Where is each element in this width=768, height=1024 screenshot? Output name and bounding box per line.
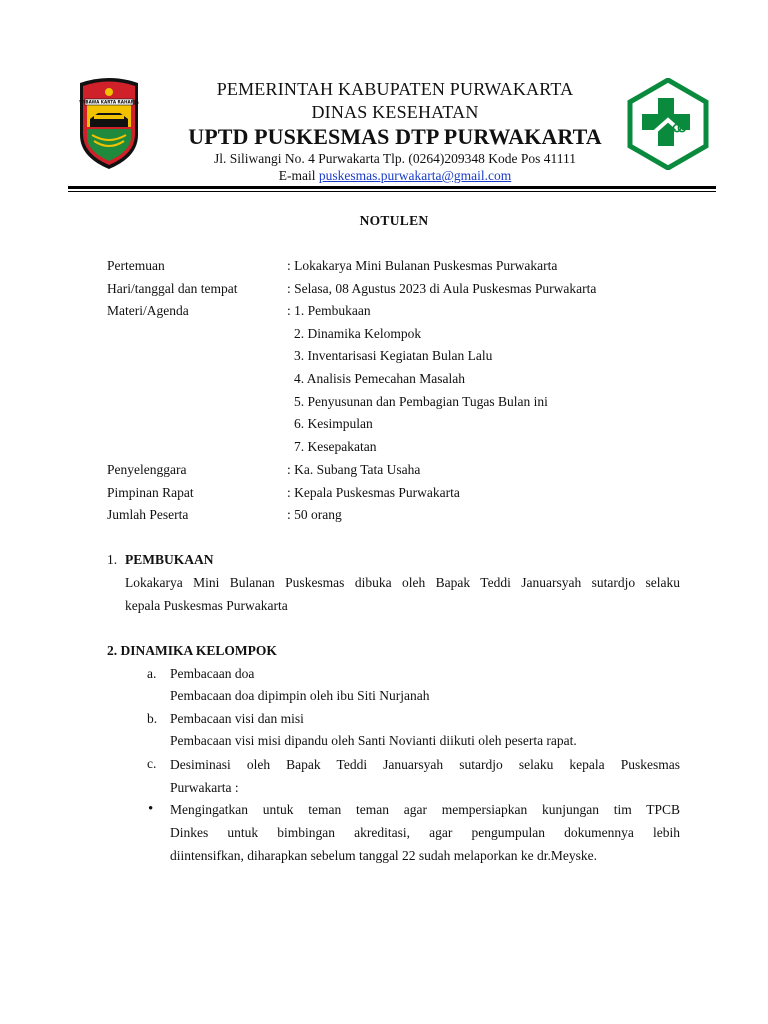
agenda-item: 7. Kesepakatan bbox=[294, 439, 377, 454]
document-title: NOTULEN bbox=[359, 213, 429, 228]
info-value-meeting: : Lokakarya Mini Bulanan Puskesmas Purwakarta bbox=[287, 258, 558, 273]
section-1-line: kepala Puskesmas Purwakarta bbox=[125, 598, 288, 613]
section-1-heading: PEMBUKAAN bbox=[125, 552, 214, 567]
header-address: Jl. Siliwangi No. 4 Purwakarta Tlp. (0264)209348 Kode Pos 41111 bbox=[214, 151, 576, 166]
info-label-agenda: Materi/Agenda bbox=[107, 303, 189, 318]
item-c-paragraph bbox=[170, 753, 680, 799]
header-institution: UPTD PUSKESMAS DTP PURWAKARTA bbox=[188, 124, 602, 149]
item-c-line: Purwakarta : bbox=[170, 780, 239, 795]
bullet-line: Mengingatkan untuk teman teman agar mempersiapkan kunjungan tim TPCB bbox=[170, 802, 680, 817]
section-1-paragraph bbox=[125, 571, 680, 617]
agenda-item: 3. Inventarisasi Kegiatan Bulan Lalu bbox=[294, 348, 493, 363]
info-label-participants: Jumlah Peserta bbox=[107, 507, 189, 522]
header-rule-thin bbox=[68, 191, 716, 192]
info-value-agenda-first: : 1. Pembukaan bbox=[287, 303, 371, 318]
bullet-icon: • bbox=[148, 801, 154, 817]
agenda-item: 2. Dinamika Kelompok bbox=[294, 326, 422, 341]
email-label: E-mail bbox=[278, 168, 316, 183]
section-2-heading: 2. DINAMIKA KELOMPOK bbox=[107, 643, 277, 658]
info-label-organizer: Penyelenggara bbox=[107, 462, 187, 477]
list-marker: c. bbox=[147, 756, 157, 771]
agenda-item: 4. Analisis Pemecahan Masalah bbox=[294, 371, 465, 386]
purwakarta-crest-icon bbox=[76, 75, 142, 171]
list-marker: b. bbox=[147, 711, 158, 726]
info-label-meeting: Pertemuan bbox=[107, 258, 165, 273]
section-1-number: 1. bbox=[107, 552, 118, 567]
puskesmas-logo-icon bbox=[622, 78, 714, 170]
info-label-chair: Pimpinan Rapat bbox=[107, 485, 194, 500]
list-marker: a. bbox=[147, 666, 157, 681]
bullet-line: diintensifkan, diharapkan sebelum tanggal 22 sudah melaporkan ke dr.Meyske. bbox=[170, 848, 598, 863]
agenda-item: 6. Kesimpulan bbox=[294, 416, 373, 431]
header-government: PEMERINTAH KABUPATEN PURWAKARTA bbox=[216, 79, 574, 99]
header-email-line bbox=[160, 168, 630, 184]
header-rule-thick bbox=[68, 186, 716, 189]
item-c-line: Desiminasi oleh Bapak Teddi Januarsyah sutardjo selaku kepala Puskesmas bbox=[170, 757, 680, 772]
info-value-date-place: : Selasa, 08 Agustus 2023 di Aula Puskesmas Purwakarta bbox=[287, 281, 597, 296]
crest-motto: WIBAWA KARTA RAHARJA bbox=[79, 99, 139, 105]
info-value-chair: : Kepala Puskesmas Purwakarta bbox=[287, 485, 460, 500]
email-link[interactable]: puskesmas.purwakarta@gmail.com bbox=[318, 168, 512, 183]
header-department: DINAS KESEHATAN bbox=[311, 102, 479, 122]
item-a-title: Pembacaan doa bbox=[170, 666, 255, 681]
item-b-detail: Pembacaan visi misi dipandu oleh Santi Novianti diikuti oleh peserta rapat. bbox=[170, 733, 577, 748]
bullet-paragraph bbox=[170, 798, 680, 867]
section-1-line: Lokakarya Mini Bulanan Puskesmas dibuka oleh Bapak Teddi Januarsyah sutardjo selaku bbox=[125, 575, 680, 590]
info-value-participants: : 50 orang bbox=[287, 507, 342, 522]
info-label-date-place: Hari/tanggal dan tempat bbox=[107, 281, 238, 296]
item-a-detail: Pembacaan doa dipimpin oleh ibu Siti Nurjanah bbox=[170, 688, 430, 703]
agenda-item: 5. Penyusunan dan Pembagian Tugas Bulan ini bbox=[294, 394, 548, 409]
info-value-organizer: : Ka. Subang Tata Usaha bbox=[287, 462, 421, 477]
item-b-title: Pembacaan visi dan misi bbox=[170, 711, 304, 726]
bullet-line: Dinkes untuk bimbingan akreditasi, agar pengumpulan dokumennya lebih bbox=[170, 825, 680, 840]
